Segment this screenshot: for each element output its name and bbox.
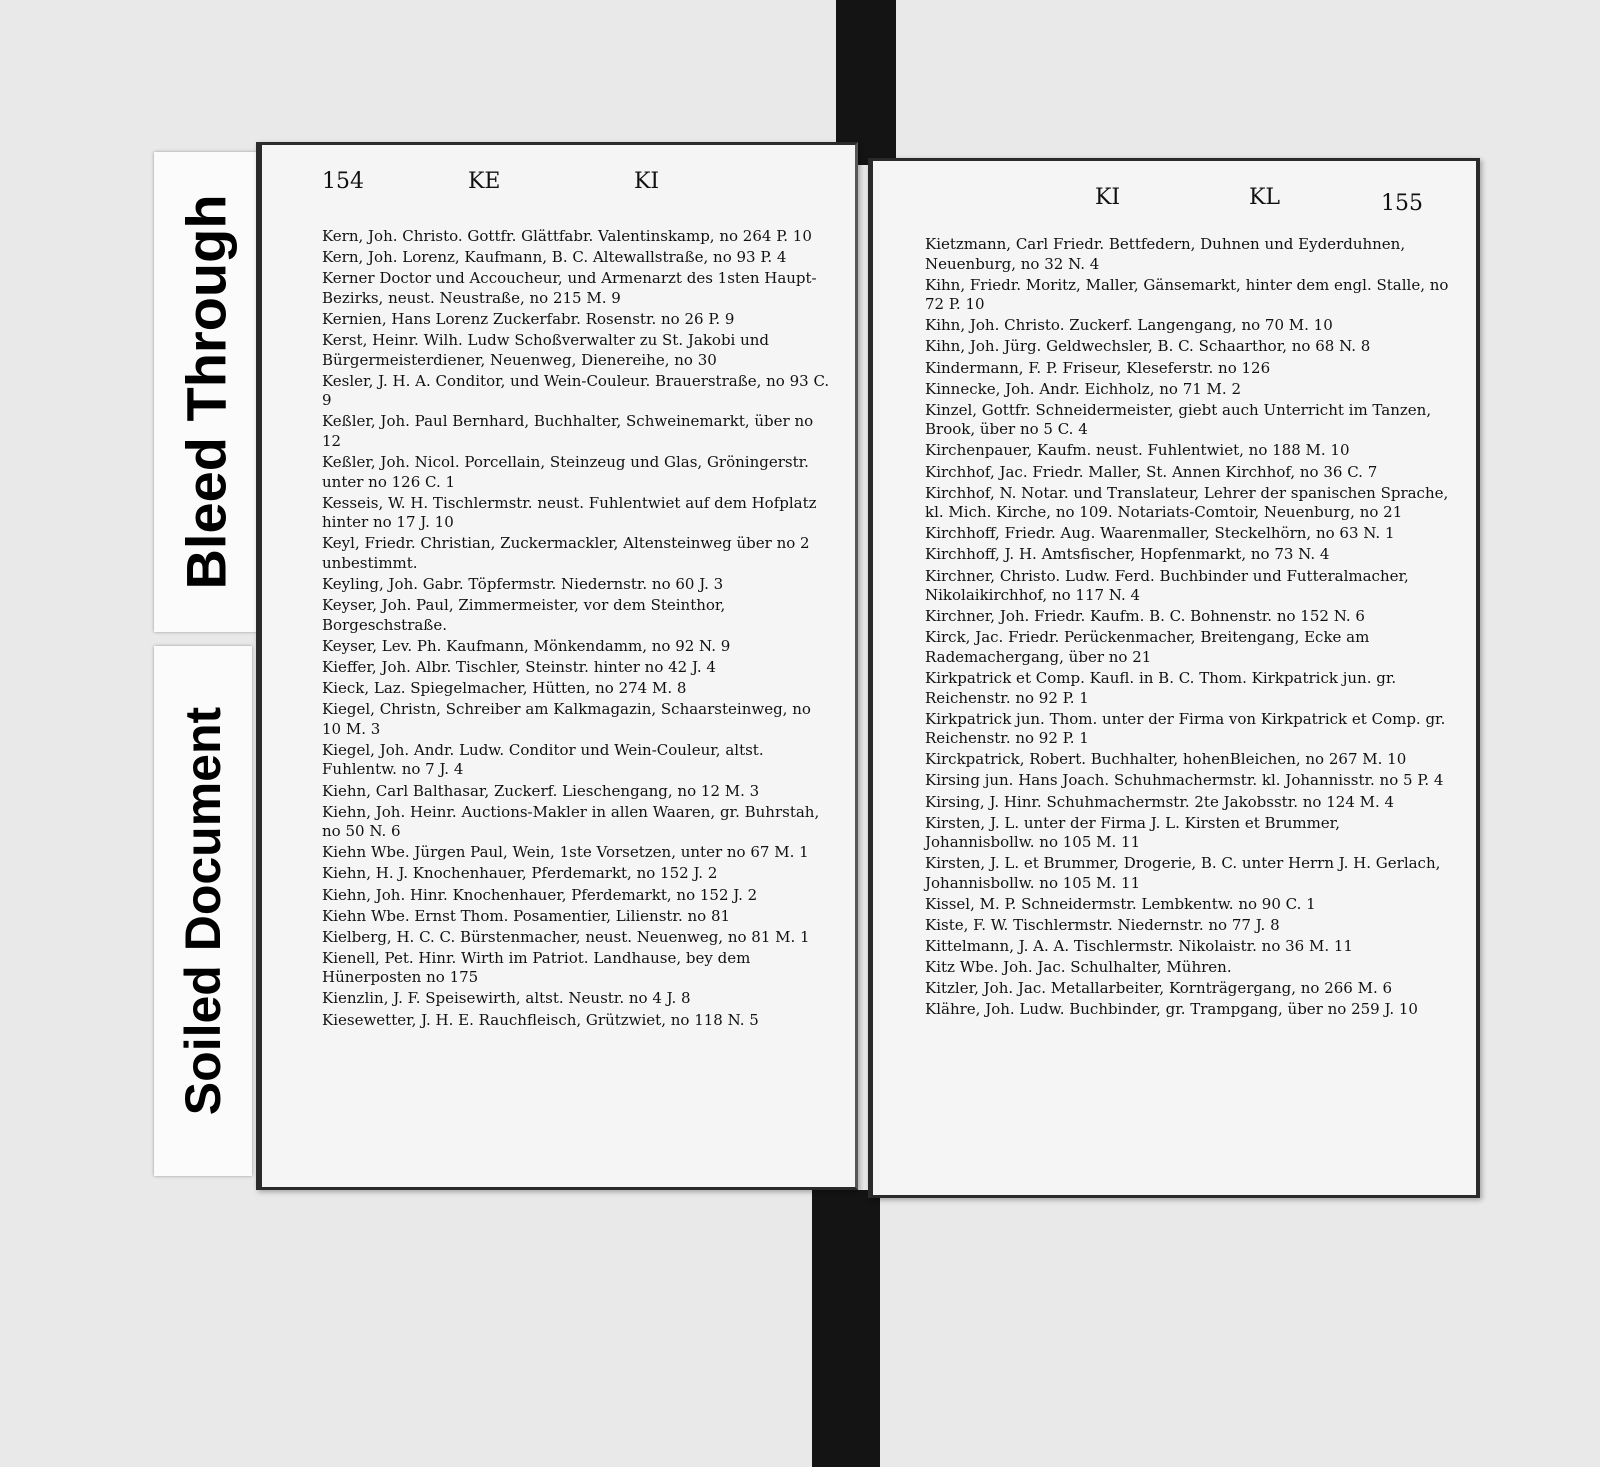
directory-entry: Kittelmann, J. A. A. Tischlermstr. Nikolaistr. no 36 M. 11 (925, 937, 1353, 956)
directory-entry: Kieffer, Joh. Albr. Tischler, Steinstr. hinter no 42 J. 4 (322, 657, 716, 676)
directory-entry: Kiehn, Joh. Heinr. Auctions-Makler in allen Waaren, gr. Buhrstah, no 50 N. 6 (322, 802, 820, 841)
directory-entry: Kieck, Laz. Spiegelmacher, Hütten, no 274 M. 8 (322, 679, 687, 698)
directory-entry: Kirsing, J. Hinr. Schuhmachermstr. 2te Jakobsstr. no 124 M. 4 (925, 792, 1395, 811)
directory-entry: Kietzmann, Carl Friedr. Bettfedern, Duhnen und Eyderduhnen, Neuenburg, no 32 N. 4 (925, 235, 1406, 273)
directory-entry: Klähre, Joh. Ludw. Buchbinder, gr. Trampgang, über no 259 J. 10 (925, 1000, 1418, 1019)
directory-entry: Kirchner, Joh. Friedr. Kaufm. B. C. Bohnenstr. no 152 N. 6 (925, 607, 1365, 626)
right-page-number: 155 (1381, 191, 1423, 216)
soiled-document-label-card (154, 646, 252, 1176)
directory-entry: Kiehn, Joh. Hinr. Knochenhauer, Pferdemarkt, no 152 J. 2 (322, 885, 758, 904)
binding-clip-top (836, 0, 896, 165)
directory-entry: Kiesewetter, J. H. E. Rauchfleisch, Grützwiet, no 118 N. 5 (322, 1010, 759, 1029)
directory-entry: Kirchenpauer, Kaufm. neust. Fuhlentwiet, no 188 M. 10 (925, 441, 1350, 460)
directory-entry: Kirchhof, N. Notar. und Translateur, Lehrer der spanischen Sprache, kl. Mich. Kirche, no 109. Notariats-Comtoir, Neuenburg, no 21 (925, 483, 1449, 522)
directory-entry: Kirkpatrick jun. Thom. unter der Firma von Kirkpatrick et Comp. gr. Reichenstr. no 92 P. 1 (925, 709, 1446, 748)
directory-entry: Kielberg, H. C. C. Bürstenmacher, neust. Neuenweg, no 81 M. 1 (322, 927, 810, 946)
directory-entry: Kiegel, Christn, Schreiber am Kalkmagazin, Schaarsteinweg, no 10 M. 3 (322, 700, 811, 738)
left-page-number: 154 (322, 169, 364, 194)
directory-entry: Kirsten, J. L. unter der Firma J. L. Kirsten et Brummer, Johannisbollw. no 105 M. 11 (925, 813, 1340, 852)
directory-entry: Kern, Joh. Lorenz, Kaufmann, B. C. Altewallstraße, no 93 P. 4 (322, 248, 787, 267)
bleed-through-label: Bleed Through (174, 194, 238, 590)
directory-entry: Kihn, Joh. Jürg. Geldwechsler, B. C. Schaarthor, no 68 N. 8 (925, 337, 1371, 356)
directory-entry: Kirkpatrick et Comp. Kaufl. in B. C. Thom. Kirkpatrick jun. gr. Reichenstr. no 92 P. 1 (925, 668, 1397, 707)
directory-entry: Keßler, Joh. Paul Bernhard, Buchhalter, Schweinemarkt, über no 12 (322, 412, 814, 450)
right-directory-entries (925, 235, 1450, 1022)
directory-entry: Kiehn, H. J. Knochenhauer, Pferdemarkt, no 152 J. 2 (322, 864, 718, 883)
directory-entry: Kihn, Friedr. Moritz, Maller, Gänsemarkt, hinter dem engl. Stalle, no 72 P. 10 (925, 275, 1449, 314)
directory-entry: Kinzel, Gottfr. Schneidermeister, giebt auch Unterricht im Tanzen, Brook, über no 5 C. 4 (925, 400, 1432, 439)
soiled-document-label: Soiled Document (175, 706, 231, 1116)
directory-entry: Kiehn Wbe. Ernst Thom. Posamentier, Lilienstr. no 81 (322, 906, 731, 925)
directory-entry: Kirckpatrick, Robert. Buchhalter, hohenBleichen, no 267 M. 10 (925, 750, 1407, 769)
directory-entry: Kienell, Pet. Hinr. Wirth im Patriot. Landhause, bey dem Hünerposten no 175 (322, 948, 751, 987)
directory-entry: Kitz Wbe. Joh. Jac. Schulhalter, Mühren. (925, 958, 1232, 977)
directory-entry: Kitzler, Joh. Jac. Metallarbeiter, Kornträgergang, no 266 M. 6 (925, 979, 1393, 998)
directory-entry: Keyser, Joh. Paul, Zimmermeister, vor dem Steinthor, Borgeschstraße. (322, 596, 726, 634)
binding-clip-bottom (812, 1190, 880, 1467)
bleed-through-label-card (154, 152, 258, 632)
directory-entry: Kernien, Hans Lorenz Zuckerfabr. Rosenstr. no 26 P. 9 (322, 309, 735, 328)
directory-entry: Keyling, Joh. Gabr. Töpfermstr. Niedernstr. no 60 J. 3 (322, 575, 724, 594)
left-page-header (262, 161, 855, 205)
left-page (256, 142, 858, 1190)
directory-entry: Kissel, M. P. Schneidermstr. Lembkentw. no 90 C. 1 (925, 895, 1316, 913)
directory-entry: Kirck, Jac. Friedr. Perückenmacher, Breitengang, Ecke am Rademachergang, über no 21 (925, 628, 1370, 666)
directory-entry: Kiegel, Joh. Andr. Ludw. Conditor und Wein-Couleur, altst. Fuhlentw. no 7 J. 4 (322, 740, 764, 779)
directory-entry: Kerst, Heinr. Wilh. Ludw Schoßverwalter zu St. Jakobi und Bürgermeisterdiener, Neuenweg, Dienereihe, no 30 (322, 330, 770, 369)
directory-entry: Kihn, Joh. Christo. Zuckerf. Langengang, no 70 M. 10 (925, 316, 1333, 335)
directory-entry: Kirsten, J. L. et Brummer, Drogerie, B. C. unter Herrn J. H. Gerlach, Johannisbollw. no 105 M. 11 (925, 854, 1441, 892)
directory-entry: Kesler, J. H. A. Conditor, und Wein-Couleur. Brauerstraße, no 93 C. 9 (322, 371, 830, 410)
directory-entry: Kiehn Wbe. Jürgen Paul, Wein, 1ste Vorsetzen, unter no 67 M. 1 (322, 843, 809, 862)
directory-entry: Kirchhoff, Friedr. Aug. Waarenmaller, Steckelhörn, no 63 N. 1 (925, 524, 1395, 543)
directory-entry: Kiste, F. W. Tischlermstr. Niedernstr. no 77 J. 8 (925, 916, 1280, 935)
directory-entry: Kirsing jun. Hans Joach. Schuhmachermstr. kl. Johannisstr. no 5 P. 4 (925, 771, 1444, 790)
directory-entry: Kindermann, F. P. Friseur, Kleseferstr. no 126 (925, 358, 1271, 377)
directory-entry: Kesseis, W. H. Tischlermstr. neust. Fuhlentwiet auf dem Hofplatz hinter no 17 J. 10 (322, 493, 817, 532)
left-directory-entries (322, 227, 831, 1032)
directory-entry: Kirchhoff, J. H. Amtsfischer, Hopfenmarkt, no 73 N. 4 (925, 545, 1330, 564)
directory-entry: Keyser, Lev. Ph. Kaufmann, Mönkendamm, no 92 N. 9 (322, 636, 731, 655)
right-page (868, 158, 1480, 1198)
directory-entry: Kiehn, Carl Balthasar, Zuckerf. Lieschengang, no 12 M. 3 (322, 781, 760, 800)
right-header-letters-2: KL (1249, 185, 1281, 210)
left-header-letters-1: KE (468, 169, 501, 194)
directory-entry: Kienzlin, J. F. Speisewirth, altst. Neustr. no 4 J. 8 (322, 989, 691, 1008)
right-page-header (873, 177, 1476, 221)
directory-entry: Keßler, Joh. Nicol. Porcellain, Steinzeug und Glas, Gröningerstr. unter no 126 C. 1 (322, 453, 809, 491)
directory-entry: Kirchhof, Jac. Friedr. Maller, St. Annen Kirchhof, no 36 C. 7 (925, 462, 1378, 481)
directory-entry: Kern, Joh. Christo. Gottfr. Glättfabr. Valentinskamp, no 264 P. 10 (322, 227, 812, 245)
left-header-letters-2: KI (634, 169, 660, 194)
directory-entry: Kerner Doctor und Accoucheur, und Armenarzt des 1sten Haupt-Bezirks, neust. Neustraße, no 215 M. 9 (322, 269, 817, 307)
directory-entry: Kinnecke, Joh. Andr. Eichholz, no 71 M. 2 (925, 379, 1241, 398)
right-header-letters-1: KI (1095, 185, 1121, 210)
directory-entry: Kirchner, Christo. Ludw. Ferd. Buchbinder und Futteralmacher, Nikolaikirchhof, no 117 N. 4 (925, 566, 1409, 605)
directory-entry: Keyl, Friedr. Christian, Zuckermackler, Altensteinweg über no 2 unbestimmt. (322, 534, 810, 572)
